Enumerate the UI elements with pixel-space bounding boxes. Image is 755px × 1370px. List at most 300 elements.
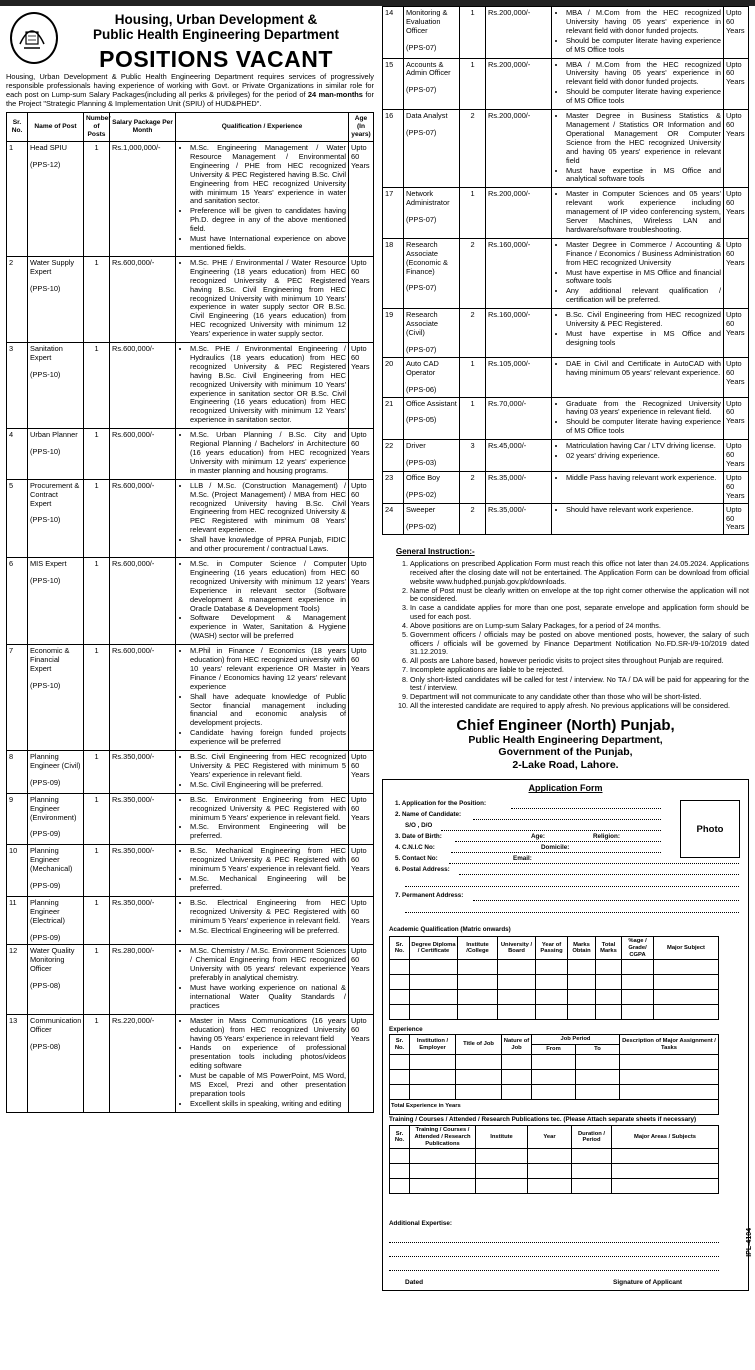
qualification-list (178, 899, 346, 936)
position-title: Research Associate (Civil) (406, 310, 439, 337)
qualification-item: • 02 years' driving experience. (566, 452, 721, 461)
header-age-sub: (In years) (351, 123, 371, 138)
header (6, 6, 374, 70)
position-age: Upto 60 Years (724, 397, 749, 440)
position-age: Upto 60 Years (724, 357, 749, 397)
qualification-item: • B.Sc. Mechanical Engineering from HEC recognized University & PEC Registered with minimum 5 Years' experience in relevant field. (190, 847, 346, 874)
position-age: Upto 60 Years (349, 793, 374, 845)
qualification-item: • Master in Computer Sciences and 05 years' relevant work experience including management of IP video conferencing system, Server Machines, Wireless LAN and hardware/software troubleshooting. (566, 190, 721, 235)
position-salary: Rs.600,000/- (110, 429, 176, 480)
position-salary: Rs.70,000/- (486, 397, 552, 440)
qualification-list (554, 360, 721, 378)
position-count: 3 (460, 440, 486, 472)
qualification-item: • Excellent skills in speaking, writing and editing (190, 1100, 346, 1109)
qualification-item: • M.Sc. Chemistry / M.Sc. Environment Sciences / Chemical Engineering from HEC recognized University with 05 years' relevant experience preferably in analytical chemistry. (190, 947, 346, 983)
academic-header-cell: University / Board (498, 937, 536, 960)
qualification-item: • Must have expertise in MS Office and analytical software tools (566, 167, 721, 185)
qualification-item: • Should be computer literate having experience of MS Office tools (566, 88, 721, 106)
training-header-row (390, 1126, 719, 1149)
field-dob-label: 3. Date of Birth: (395, 833, 442, 841)
qualification-item: • LLB / M.Sc. (Construction Management) / M.Sc. (Project Management) / MBA from HEC recognized University having B.Sc. Civil Engineering from HEC recognized University & PEC Registered with minimum 08 Years' relevant experience. (190, 482, 346, 535)
position-salary: Rs.280,000/- (110, 945, 176, 1014)
qualification-item: • Any additional relevant qualification / certification will be preferred. (566, 287, 721, 305)
position-sr: 20 (383, 357, 404, 397)
position-salary: Rs.350,000/- (110, 751, 176, 794)
training-label: Training / Courses / Attended / Research Publications tec. (Please Attach separate sheets if necessary) (389, 1116, 697, 1124)
position-title: MIS Expert (30, 558, 67, 568)
field-name (395, 811, 461, 818)
instruction-item: 2. Name of Post must be clearly written on envelope at the top right corner otherwise the application will not be considered. (410, 587, 749, 604)
positions-table-right (382, 6, 749, 535)
intro-paragraph (6, 72, 374, 108)
position-qualification (552, 110, 724, 188)
position-pps: (PPS-07) (406, 344, 437, 354)
application-form (382, 779, 753, 1291)
position-qualification (176, 142, 349, 257)
position-name (28, 557, 84, 644)
header-qualification: Qualification / Experience (176, 113, 349, 142)
qualification-item: • Must have working experience on national & international Water Quality Standards / practices (190, 984, 346, 1011)
position-row (7, 945, 374, 1014)
experience-table (389, 1034, 719, 1114)
qualification-item: • Candidate having foreign funded projects experience will be preferred (190, 729, 346, 747)
position-sr: 14 (383, 7, 404, 59)
field-domicile-label: Domicile: (541, 844, 570, 852)
position-name (28, 343, 84, 429)
position-row (7, 845, 374, 897)
qualification-list (554, 442, 721, 461)
field-permanent (395, 892, 463, 899)
position-name (28, 896, 84, 945)
qualification-list (554, 61, 721, 107)
position-count: 1 (84, 1014, 110, 1112)
positions-body-left (7, 142, 374, 1113)
field-permanent-line-1[interactable] (473, 900, 739, 901)
qualification-list (554, 241, 721, 305)
intro-text-2: for the Project "Strategic Planning & Implementation Unit (SPIU) of HUD&PHED". (6, 90, 374, 108)
position-pps: (PPS-07) (406, 127, 437, 137)
position-name (28, 429, 84, 480)
exp-header-nature: Nature of Job (502, 1035, 532, 1054)
academic-header-cell: Sr. No. (390, 937, 410, 960)
qualification-item: • Shall have knowledge of PPRA Punjab, FIDIC and other procurement / contractual Laws. (190, 536, 346, 554)
position-sr: 11 (7, 896, 28, 945)
position-count: 1 (84, 845, 110, 897)
position-title: Planning Engineer (Civil) (30, 752, 81, 770)
position-title: Accounts & Admin Officer (406, 59, 451, 78)
position-qualification (552, 309, 724, 358)
intro-text-bold: 24 man-months (307, 90, 363, 99)
position-salary: Rs.200,000/- (486, 188, 552, 239)
position-name (28, 793, 84, 845)
position-qualification (552, 397, 724, 440)
position-count: 1 (84, 645, 110, 751)
header-sr: Sr. No. (7, 113, 28, 142)
position-sr: 1 (7, 142, 28, 257)
field-dob-line[interactable] (455, 841, 661, 842)
position-age: Upto 60 Years (349, 845, 374, 897)
position-pps: (PPS-06) (406, 384, 437, 394)
field-cnic-line[interactable] (451, 852, 661, 853)
field-religion-label: Religion: (593, 833, 620, 841)
position-age: Upto 60 Years (349, 751, 374, 794)
position-age: Upto 60 Years (349, 256, 374, 342)
qualification-item: • M.Sc. Electrical Engineering will be preferred. (190, 927, 346, 936)
position-count: 1 (460, 357, 486, 397)
position-row (383, 188, 749, 239)
position-sr: 24 (383, 503, 404, 535)
position-sr: 8 (7, 751, 28, 794)
qualification-item: • DAE in Civil and Certificate in AutoCAD with having minimum 05 years' relevant experience. (566, 360, 721, 378)
training-row[interactable] (390, 1164, 719, 1179)
academic-row[interactable] (390, 960, 719, 975)
position-title: Planning Engineer (Mechanical) (30, 846, 73, 874)
field-permanent-label: 7. Permanent Address: (395, 892, 464, 900)
instruction-item: 5. Government officers / officials may be posted on above mentioned posts, however, the salary of such officers / officials will be governed by Finance Department Notification No.FD.SR-I/9-10/2019 dated 31.12.2019. (410, 631, 749, 657)
position-age: Upto 60 Years (724, 7, 749, 59)
position-sr: 6 (7, 557, 28, 644)
general-instruction-list (382, 560, 749, 711)
additional-expertise-label: Additional Expertise: (389, 1220, 452, 1228)
positions-body-right (383, 7, 749, 535)
qualification-list (554, 190, 721, 235)
training-row[interactable] (390, 1149, 719, 1164)
table-header-row (7, 113, 374, 142)
position-age: Upto 60 Years (349, 896, 374, 945)
position-row (7, 645, 374, 751)
position-sr: 10 (7, 845, 28, 897)
position-salary: Rs.200,000/- (486, 7, 552, 59)
qualification-item: • Should have relevant work experience. (566, 506, 721, 515)
qualification-item: • Must have International experience on above mentioned fields. (190, 235, 346, 253)
qualification-list (178, 144, 346, 253)
signature-label: Signature of Applicant (613, 1279, 683, 1287)
training-header-cell: Training / Courses / Attended / Research Publications (410, 1126, 476, 1149)
qualification-item: • B.Sc. Electrical Engineering from HEC recognized University & PEC Registered with minimum 5 Years' experience in relevant field. (190, 899, 346, 926)
left-column (6, 6, 374, 1113)
header-post: Name of Post (28, 113, 84, 142)
position-name (28, 645, 84, 751)
exp-header-period: Job Period (532, 1035, 620, 1045)
position-count: 1 (460, 58, 486, 110)
application-form-title: Application Form (528, 783, 603, 794)
qualification-item: • M.Sc. Civil Engineering will be preferred. (190, 781, 346, 790)
qualification-item: • M.Sc. PHE / Environmental / Water Resource Engineering (18 years education) from HEC recognized University & PEC Registered having B.Sc. Civil Engineering from HEC recognized University with minimum 10 Years' experience in water supply sector OR B.Sc. Civil Engineering (16 years education) from HEC recognized University with minimum 12 Years' experience in water supply sector. (190, 259, 346, 339)
position-salary: Rs.600,000/- (110, 557, 176, 644)
position-qualification (176, 896, 349, 945)
training-row[interactable] (390, 1179, 719, 1194)
field-postal-line-1[interactable] (459, 874, 739, 875)
position-qualification (176, 793, 349, 845)
position-age: Upto 60 Years (349, 1014, 374, 1112)
dated-label: Dated (405, 1279, 424, 1287)
instruction-item: 10. All the interested candidate are required to apply afresh. No previous applications will be considered. (410, 702, 749, 711)
qualification-list (554, 9, 721, 55)
position-salary: Rs.350,000/- (110, 896, 176, 945)
training-header-cell: Sr. No. (390, 1126, 410, 1149)
header-age-label: Age (354, 115, 368, 122)
qualification-list (178, 753, 346, 790)
intro-text-1: Housing, Urban Development & Public Health Engineering Department requires services of progressively responsible professionals having experience of working with Govt. or Private Organizations in similar role for each post on Lump-sum Salary Packages(including all perks & privileges) for the period of (6, 72, 374, 99)
field-cnic-label: 4. C.N.I.C No: (395, 844, 435, 852)
qualification-item: • Shall have adequate knowledge of Public Sector financial management including financial and economic analysis of development projects. (190, 693, 346, 729)
field-so-line[interactable] (441, 830, 661, 831)
position-sr: 22 (383, 440, 404, 472)
position-count: 1 (84, 429, 110, 480)
position-sr: 12 (7, 945, 28, 1014)
position-title: Monitoring & Evaluation Officer (406, 8, 448, 35)
position-sr: 16 (383, 110, 404, 188)
position-qualification (176, 343, 349, 429)
position-row (7, 343, 374, 429)
training-header-cell: Year (528, 1126, 572, 1149)
position-title: Office Assistant (406, 398, 457, 408)
academic-header-cell: Institute /College (458, 937, 498, 960)
position-salary: Rs.200,000/- (486, 110, 552, 188)
experience-row[interactable] (390, 1069, 719, 1084)
qualification-list (554, 311, 721, 348)
field-contact-label: 5. Contact No: (395, 855, 438, 863)
position-salary: Rs.160,000/- (486, 238, 552, 308)
position-age: Upto 60 Years (724, 238, 749, 308)
position-name (404, 471, 460, 503)
position-qualification (176, 751, 349, 794)
academic-row[interactable] (390, 990, 719, 1005)
position-row (7, 256, 374, 342)
position-qualification (176, 645, 349, 751)
department-line-2: Public Health Engineering Department (92, 27, 340, 42)
position-pps: (PPS-10) (30, 369, 61, 379)
position-name (404, 440, 460, 472)
exp-header-description: Description of Major Assignment / Tasks (620, 1035, 719, 1054)
qualification-item: • M.Sc. Mechanical Engineering will be preferred. (190, 875, 346, 893)
position-count: 2 (460, 503, 486, 535)
position-sr: 18 (383, 238, 404, 308)
additional-expertise-line-1[interactable] (389, 1242, 719, 1243)
position-row (7, 479, 374, 557)
position-title: Network Administrator (406, 189, 450, 208)
position-count: 1 (84, 343, 110, 429)
position-title: Sweeper (406, 504, 436, 514)
position-age: Upto 60 Years (724, 471, 749, 503)
position-salary: Rs.35,000/- (486, 503, 552, 535)
position-row (7, 793, 374, 845)
position-row (383, 503, 749, 535)
field-age (531, 833, 545, 840)
experience-total-label: Total Experience in Years (390, 1099, 719, 1114)
position-age: Upto 60 Years (724, 440, 749, 472)
field-dob (395, 833, 442, 840)
experience-row[interactable] (390, 1054, 719, 1069)
qualification-item: • Graduate from the Recognized University having 03 years' experience in relevant field. (566, 400, 721, 418)
position-salary: Rs.350,000/- (110, 845, 176, 897)
academic-row[interactable] (390, 1005, 719, 1020)
field-so-label: S/O , D/O (405, 822, 433, 830)
instruction-item: 9. Department will not communicate to any candidate other than those who will be short-listed. (410, 693, 749, 702)
position-row (383, 357, 749, 397)
position-title: Economic & Financial Expert (30, 646, 70, 673)
header-number: Number of Posts (84, 113, 110, 142)
position-count: 1 (84, 256, 110, 342)
position-title: Driver (406, 441, 426, 451)
qualification-item: • B.Sc. Civil Engineering from HEC recognized University & PEC Registered. (566, 311, 721, 329)
position-name (404, 58, 460, 110)
position-pps: (PPS-09) (30, 777, 61, 787)
qualification-list (178, 847, 346, 893)
position-name (28, 1014, 84, 1112)
academic-row[interactable] (390, 975, 719, 990)
academic-table (389, 936, 719, 1020)
qualification-item: • Must have expertise in MS Office and designing tools (566, 330, 721, 348)
position-pps: (PPS-07) (406, 283, 437, 293)
field-postal-label: 6. Postal Address: (395, 866, 450, 874)
header-age (349, 113, 374, 142)
field-name-line[interactable] (473, 819, 661, 820)
qualification-list (178, 1017, 346, 1109)
position-age: Upto 60 Years (724, 110, 749, 188)
position-row (7, 751, 374, 794)
additional-expertise-line-3[interactable] (389, 1270, 719, 1271)
qualification-list (178, 560, 346, 641)
field-postal (395, 866, 450, 873)
academic-header-cell: Marks Obtain (568, 937, 596, 960)
qualification-item: • MBA / M.Com from the HEC recognized University having 05 years' experience in relevant field with donor funded projects. (566, 61, 721, 88)
qualification-item: • M.Sc. Engineering Management / Water Resource Management / Environmental Engineering / PHE from HEC recognized University & PEC Registered having B.Sc. Civil Engineering from HEC recognized University with minimum 15 Years' experience in water and sanitation sector. (190, 144, 346, 206)
position-sr: 5 (7, 479, 28, 557)
academic-label: Academic Qualification (Matric onwards) (389, 926, 511, 934)
position-row (383, 397, 749, 440)
position-row (383, 238, 749, 308)
qualification-item: • M.Phil in Finance / Economics (18 years education) from HEC recognized university with 10 years' relevant experience OR Master in Finance / Economics having 12 years' relevant experience (190, 647, 346, 692)
position-age: Upto 60 Years (724, 309, 749, 358)
position-qualification (552, 188, 724, 239)
experience-row[interactable] (390, 1084, 719, 1099)
position-title: Planning Engineer (Electrical) (30, 897, 65, 925)
position-age: Upto 60 Years (349, 429, 374, 480)
position-name (404, 188, 460, 239)
qualification-item: • MBA / M.Com from the HEC recognized University having 05 years' experience in relevant field with donor funded projects. (566, 9, 721, 36)
qualification-item: • M.Sc. Environment Engineering will be preferred. (190, 823, 346, 841)
position-count: 2 (460, 309, 486, 358)
position-name (404, 238, 460, 308)
field-contact-line[interactable] (449, 863, 739, 864)
position-title: Auto CAD Operator (406, 358, 439, 377)
field-domicile (541, 844, 569, 851)
exp-header-institution: Institution / Employer (410, 1035, 456, 1054)
position-title: Data Analyst (406, 111, 448, 121)
position-qualification (552, 238, 724, 308)
position-qualification (176, 429, 349, 480)
position-name (28, 845, 84, 897)
field-email-label: Email: (513, 855, 532, 863)
academic-header-cell: Degree Diploma / Certificate (410, 937, 458, 960)
qualification-item: • Should be computer literate having experience of MS Office tools (566, 418, 721, 436)
position-sr: 9 (7, 793, 28, 845)
exp-header-sr: Sr. No. (390, 1035, 410, 1054)
page-title: POSITIONS VACANT (99, 46, 333, 72)
position-row (7, 557, 374, 644)
qualification-list (178, 345, 346, 425)
exp-header-title: Title of Job (456, 1035, 502, 1054)
position-row (383, 58, 749, 110)
instruction-item: 1. Applications on prescribed Application Form must reach this office not later than 24.05.2024. Applications received after the closing date will not be entertained. The Application Form can be download from official website www.hudphed.punjab.gov.pk/downloads. (410, 560, 749, 586)
signature-line-3: Government of the Punjab, (498, 746, 633, 759)
qualification-list (178, 431, 346, 476)
position-name (28, 256, 84, 342)
qualification-item: • Must be capable of MS PowerPoint, MS Word, MS Excel, Prezi and other presentation preparation tools (190, 1072, 346, 1099)
position-salary: Rs.350,000/- (110, 793, 176, 845)
position-age: Upto 60 Years (349, 343, 374, 429)
position-pps: (PPS-09) (30, 880, 61, 890)
position-qualification (176, 479, 349, 557)
qualification-item: • M.Sc. in Computer Science / Computer Engineering (16 years education) from HEC recognized University with minimum 12 years' Experience in relevant sector (Software development & management experience in Oracle Database & Development Tools) (190, 560, 346, 613)
exp-header-to: To (576, 1045, 620, 1055)
position-count: 2 (460, 110, 486, 188)
position-age: Upto 60 Years (349, 645, 374, 751)
training-table (389, 1125, 719, 1194)
qualification-list (178, 796, 346, 842)
position-name (404, 503, 460, 535)
position-title: Sanitation Expert (30, 344, 63, 362)
field-age-label: Age: (531, 833, 545, 841)
instruction-item: 4. Above positions are on Lump-sum Salary Packages, for a period of 24 months. (410, 622, 749, 631)
qualification-item: • Master Degree in Business Statistics & Management / Statistics OR Information and Operational Management OR Computer Science from the HEC recognized University and having 05 years' experience in relevant field (566, 112, 721, 165)
position-count: 2 (460, 471, 486, 503)
position-pps: (PPS-07) (406, 85, 437, 95)
photo-box: Photo (680, 800, 740, 858)
position-row (7, 142, 374, 257)
field-permanent-line-2[interactable] (405, 912, 739, 913)
position-row (383, 110, 749, 188)
department-line-1: Housing, Urban Development & (114, 12, 318, 27)
position-row (7, 429, 374, 480)
position-qualification (176, 256, 349, 342)
position-title: Planning Engineer (Environment) (30, 794, 77, 822)
position-qualification (176, 945, 349, 1014)
general-instruction-title: General Instruction:- (396, 547, 475, 557)
position-age: Upto 60 Years (349, 557, 374, 644)
position-row (7, 1014, 374, 1112)
qualification-item: • B.Sc. Environment Engineering from HEC recognized University & PEC Registered with minimum 5 Years' experience in relevant field. (190, 796, 346, 823)
position-count: 2 (460, 238, 486, 308)
qualification-item: • Should be computer literate having experience of MS Office tools (566, 37, 721, 55)
ipl-code: IPL-4104 (746, 1228, 753, 1258)
position-count: 1 (84, 896, 110, 945)
header-salary: Salary Package Per Month (110, 113, 176, 142)
position-count: 1 (460, 397, 486, 440)
position-qualification (552, 440, 724, 472)
position-salary: Rs.105,000/- (486, 357, 552, 397)
exp-header-from: From (532, 1045, 576, 1055)
qualification-item: • Master in Mass Communications (16 years education) from HEC recognized University having 05 Years' experience in relevant field (190, 1017, 346, 1044)
position-pps: (PPS-03) (406, 458, 437, 468)
training-header-cell: Duration / Period (572, 1126, 612, 1149)
experience-total-row (390, 1099, 719, 1114)
position-count: 1 (84, 793, 110, 845)
field-position-label: 1. Application for the Position: (395, 800, 487, 808)
position-sr: 13 (7, 1014, 28, 1112)
position-sr: 23 (383, 471, 404, 503)
position-pps: (PPS-02) (406, 489, 437, 499)
position-pps: (PPS-10) (30, 283, 61, 293)
qualification-item: • Hands on experience of professional presentation tools including photos/videos editing software (190, 1044, 346, 1071)
academic-header-cell: %age / Grade/ CGPA (622, 937, 654, 960)
additional-expertise-line-2[interactable] (389, 1256, 719, 1257)
position-pps: (PPS-10) (30, 680, 61, 690)
position-sr: 2 (7, 256, 28, 342)
field-postal-line-2[interactable] (405, 886, 739, 887)
field-position-line[interactable] (511, 808, 661, 809)
